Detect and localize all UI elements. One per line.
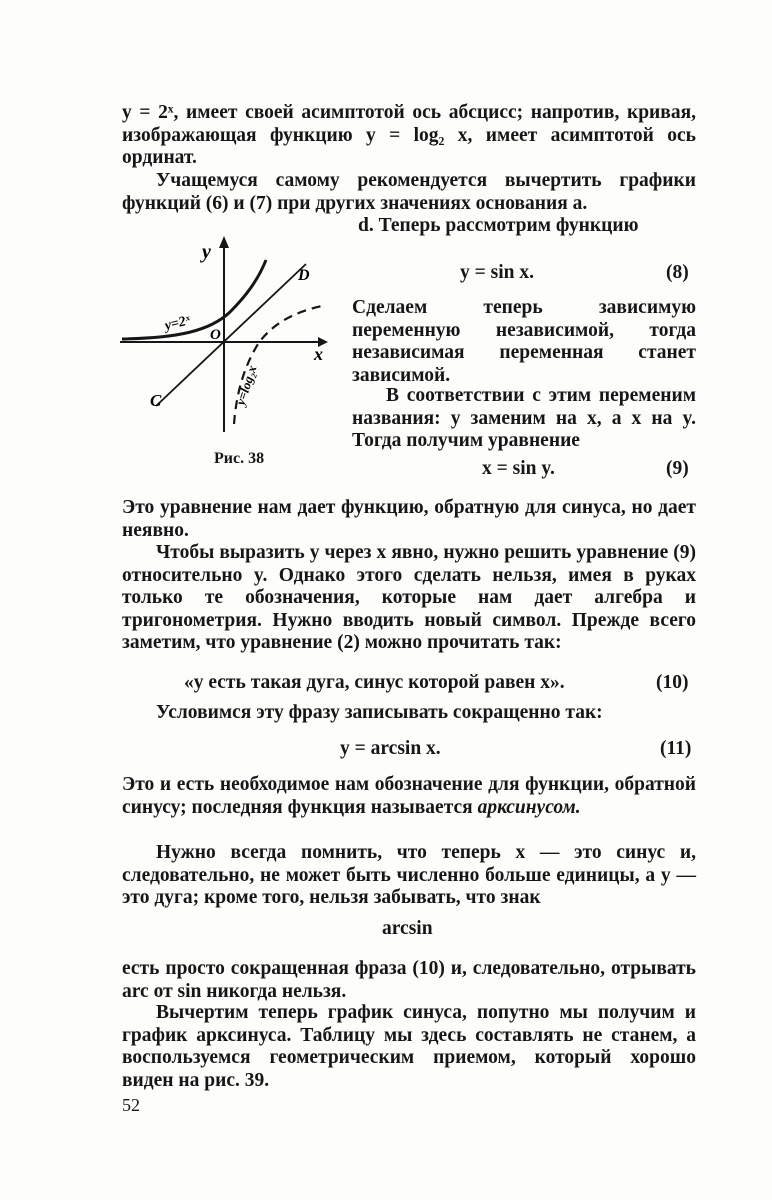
- paragraph-arcsine-definition: [122, 774, 696, 819]
- figure-caption: Рис. 38: [214, 450, 265, 467]
- label-y: y: [202, 241, 211, 263]
- label-exponential: y=2ˣ: [163, 313, 193, 334]
- paragraph-sine-graph: Вычертим теперь график синуса, попутно мы получим и график арксинуса. Таблицу мы здесь составлять не станем, а воспользуемся геометрическим приемом, который хорошо виден на рис. 39.: [122, 1002, 696, 1091]
- figure-38: [118, 228, 344, 450]
- equation-8: y = sin x.: [460, 262, 534, 283]
- paragraph-asymptote: y = 2ˣ, имеет своей асимптотой ось абсцисс; напротив, кривая, изображающая функцию y = log₂ x, имеет асимптотой ось ординат.: [122, 102, 696, 168]
- equation-11: y = arcsin x.: [340, 738, 441, 759]
- paragraph-remember: Нужно всегда помнить, что теперь x — это синус и, следовательно, не может быть численно больше единицы, а y — это дуга; кроме того, нельзя забывать, что знак: [122, 842, 696, 908]
- equation-9-number: (9): [666, 458, 689, 479]
- paragraph-consider-function: d. Теперь рассмотрим функцию: [358, 215, 639, 236]
- equation-11-number: (11): [660, 738, 692, 759]
- paragraph-swap-variables: Сделаем теперь зависимую переменную независимой, тогда независимая переменная станет зависимой.: [352, 297, 696, 386]
- paragraph-recommendation: Учащемуся самому рекомендуется вычертить графики функций (6) и (7) при других значениях основания a.: [122, 170, 696, 214]
- label-logarithm: y=log₂x: [232, 363, 260, 407]
- paragraph-inverse-function: Это уравнение нам дает функцию, обратную для синуса, но дает неявно.: [122, 497, 696, 541]
- equation-10-number: (10): [656, 672, 689, 693]
- paragraph-abbreviated-phrase: есть просто сокращенная фраза (10) и, следовательно, отрывать arc от sin никогда нельзя.: [122, 958, 696, 1002]
- equation-8-number: (8): [666, 262, 689, 283]
- equation-9: x = sin y.: [482, 458, 555, 479]
- arcsin-symbol: arcsin: [382, 918, 433, 939]
- arcsine-definition-text: Это и есть необходимое нам обозначение для функции, обратной синусу; последняя функция называется: [122, 774, 696, 818]
- label-c: C: [150, 391, 162, 410]
- paragraph-abbreviation: Условимся эту фразу записывать сокращенно так:: [156, 702, 603, 723]
- equation-10: «y есть такая дуга, синус которой равен x».: [184, 672, 565, 693]
- y-axis-arrow-icon: [219, 236, 229, 248]
- label-x: x: [314, 344, 323, 364]
- page-number: 52: [122, 1095, 140, 1115]
- arcsine-term: арксинусом.: [477, 796, 581, 818]
- paragraph-new-symbol: Чтобы выразить y через x явно, нужно решить уравнение (9) относительно y. Однако этого сделать нельзя, имея в руках только те обозначения, которые нам дает алгебра и тригонометрия. Нужно вводить новый символ. Прежде всего заметим, что уравнение (2) можно прочитать так:: [122, 542, 696, 653]
- label-d: D: [298, 267, 310, 284]
- paragraph-rename: В соответствии с этим переменим названия: y заменим на x, а x на y. Тогда получим уравнение: [352, 385, 696, 451]
- label-origin: O: [210, 327, 221, 343]
- exponential-curve: [122, 260, 266, 339]
